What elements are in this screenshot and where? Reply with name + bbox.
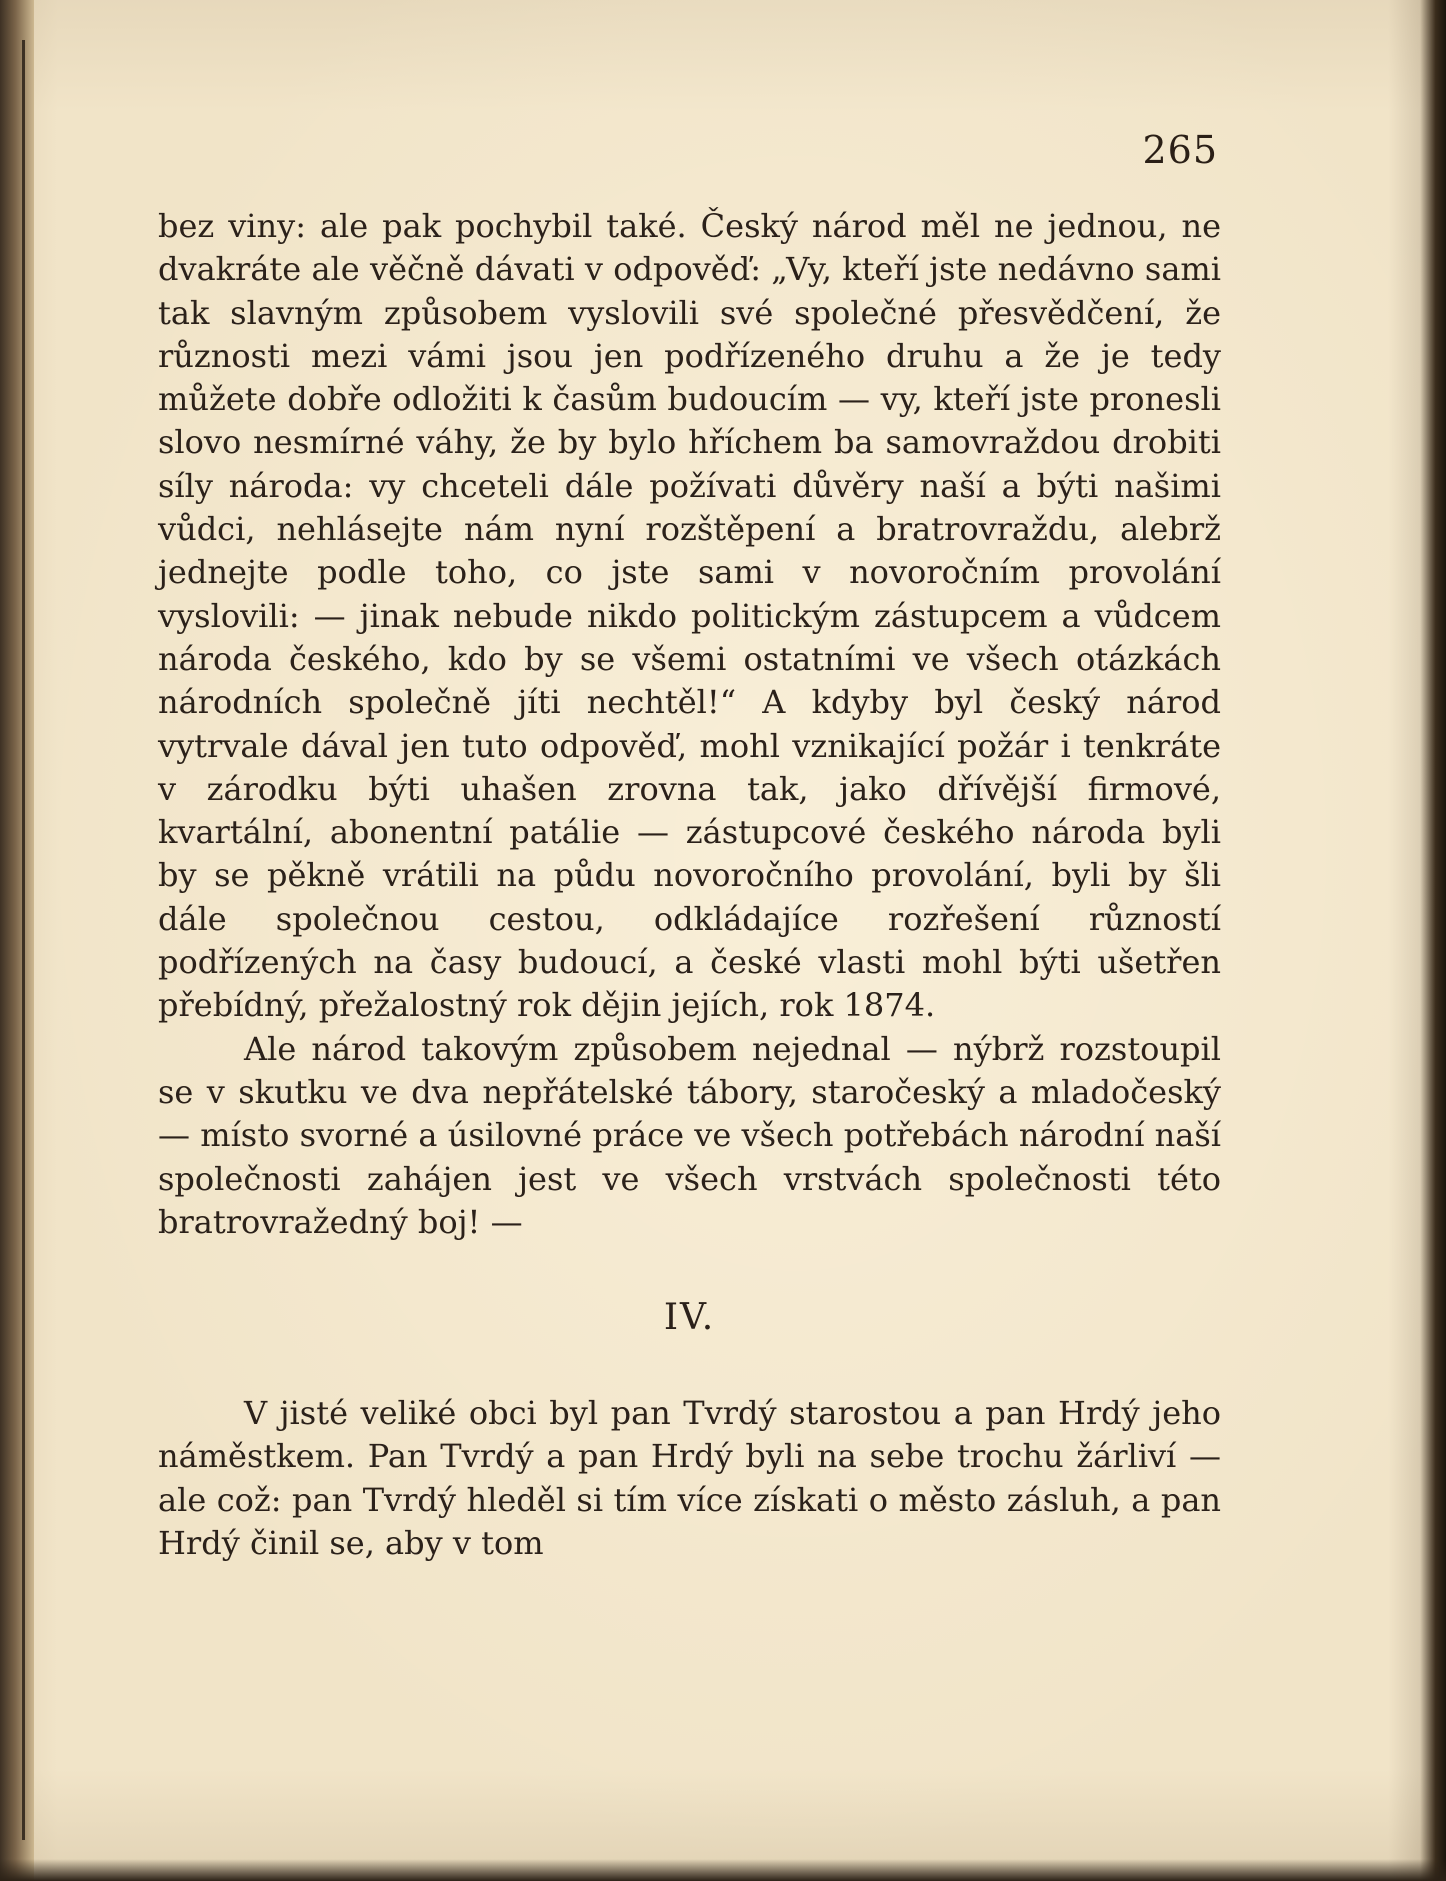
page-bottom-edge bbox=[0, 1859, 1446, 1881]
page-right-edge bbox=[1420, 0, 1446, 1881]
paragraph-1: bez viny: ale pak pochybil také. Český národ měl ne jednou, ne dvakráte ale věčně dávati v odpověď: „Vy, kteří jste nedávno sami tak slavným způsobem vyslovili své společné přesvědčení, že různosti mezi vámi jsou jen podřízeného druhu a že je tedy můžete dobře odložiti k časům budoucím — vy, kteří jste pronesli slovo nesmírné váhy, že by bylo hříchem ba samovraždou drobiti síly národa: vy chceteli dále požívati důvěry naší a býti našimi vůdci, nehlásejte nám nyní rozštěpení a bratrovraždu, alebrž jednejte podle toho, co jste sami v novoročním provolání vyslovili: — jinak nebude nikdo politickým zástupcem a vůdcem národa českého, kdo by se všemi ostatními ve všech otázkách národních společně jíti nechtěl!“ A kdyby byl český národ vytrvale dával jen tuto odpověď, mohl vznikající požár i tenkráte v zárodku býti uhašen zrovna tak, jako dřívější firmové, kvartální, abonentní patálie — zástupcové českého národa byli by se pěkně vrátili na půdu novoročního provolání, byli by šli dále společnou cestou, odkládajíce rozřešení růzností podřízených na časy budoucí, a české vlasti mohl býti ušetřen přebídný, přežalostný rok dějin jejích, rok 1874. bbox=[158, 207, 1221, 1025]
section-heading: IV. bbox=[663, 1297, 716, 1339]
paragraph-2: Ale národ takovým způsobem nejednal — nýbrž rozstoupil se v skutku ve dva nepřátelské tábory, staročeský a mladočeský — místo svorné a úsilovné práce ve všech potřebách národní naší společnosti zahájen jest ve všech vrstvách společnosti této bratrovražedný boj! — bbox=[158, 1029, 1221, 1241]
page-number: 265 bbox=[1142, 128, 1218, 172]
binding-line bbox=[22, 40, 25, 1840]
body-text bbox=[158, 205, 1221, 1565]
binding-edge bbox=[0, 0, 34, 1881]
paragraph-3: V jisté veliké obci byl pan Tvrdý starostou a pan Hrdý jeho náměstkem. Pan Tvrdý a pan Hrdý byli na sebe trochu žárliví — ale což: pan Tvrdý hleděl si tím více získati o město zásluh, a pan Hrdý činil se, aby v tom bbox=[158, 1394, 1221, 1563]
